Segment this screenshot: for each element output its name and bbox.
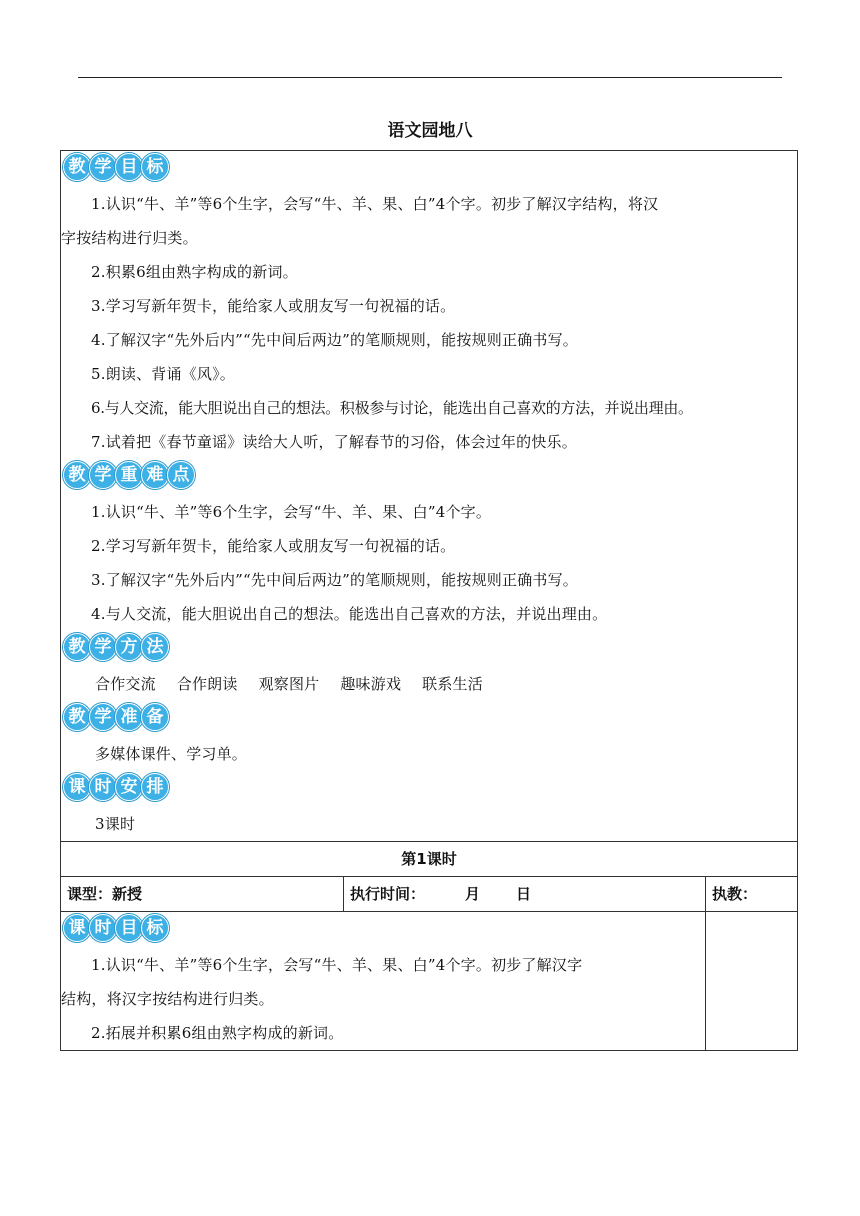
teacher-notes-cell (706, 912, 798, 1051)
session-goal-item: 结构，将汉字按结构进行归类。 (61, 990, 274, 1008)
key-point-item: 4.与人交流，能大胆说出自己的想法。能选出自己喜欢的方法，并说出理由。 (91, 605, 608, 623)
method-item: 趣味游戏 (340, 675, 402, 693)
goal-item: 字按结构进行归类。 (61, 229, 198, 247)
teacher-label: 执教： (706, 877, 798, 912)
section-heading-goals: 教 学 目 标 (63, 153, 797, 181)
goal-item: 6.与人交流，能大胆说出自己的想法。积极参与讨论，能选出自己喜欢的方法，并说出理由。 (91, 399, 693, 417)
method-item: 合作朗读 (176, 675, 238, 693)
execution-time (344, 877, 706, 912)
section-heading-session-goals: 课 时 目 标 (63, 914, 705, 942)
key-point-item: 2.学习写新年贺卡，能给家人或朋友写一句祝福的话。 (91, 537, 456, 555)
preparation-text: 多媒体课件、学习单。 (95, 745, 248, 763)
session-goal-item: 2.拓展并积累6组由熟字构成的新词。 (91, 1024, 344, 1042)
goal-item: 2.积累6组由熟字构成的新词。 (91, 263, 298, 281)
lesson-type: 课型：新授 (61, 877, 344, 912)
goal-item: 1.认识“牛、羊”等6个生字，会写“牛、羊、果、白”4个字。初步了解汉字结构，将汉 (91, 195, 659, 213)
execution-time-label: 执行时间： (350, 885, 426, 903)
goal-item: 4.了解汉字“先外后内”“先中间后两边”的笔顺规则，能按规则正确书写。 (91, 331, 578, 349)
lesson-plan-table (60, 150, 798, 1051)
section-heading-preparation: 教 学 准 备 (63, 703, 797, 731)
goal-item: 5.朗读、背诵《风》。 (91, 365, 236, 383)
day-label: 日 (516, 885, 532, 903)
key-point-item: 1.认识“牛、羊”等6个生字，会写“牛、羊、果、白”4个字。 (91, 503, 492, 521)
session-goals-cell (61, 912, 706, 1051)
page-title: 语文园地八 (387, 121, 473, 141)
goal-item: 3.学习写新年贺卡，能给家人或朋友写一句祝福的话。 (91, 297, 456, 315)
method-item: 联系生活 (422, 675, 483, 693)
session-title: 第1课时 (61, 842, 798, 877)
key-point-item: 3.了解汉字“先外后内”“先中间后两边”的笔顺规则，能按规则正确书写。 (91, 571, 578, 589)
month-label: 月 (465, 885, 481, 903)
overview-cell (61, 151, 798, 842)
goal-item: 7.试着把《春节童谣》读给大人听，了解春节的习俗，体会过年的快乐。 (91, 433, 577, 451)
methods-list (61, 667, 797, 701)
section-heading-key-points: 教 学 重 难 点 (63, 461, 797, 489)
method-item: 合作交流 (95, 675, 156, 693)
session-goal-item: 1.认识“牛、羊”等6个生字，会写“牛、羊、果、白”4个字。初步了解汉字 (91, 956, 583, 974)
section-heading-methods: 教 学 方 法 (63, 633, 797, 661)
section-heading-schedule: 课 时 安 排 (63, 773, 797, 801)
schedule-text: 3课时 (95, 815, 136, 833)
method-item: 观察图片 (258, 675, 320, 693)
header-rule (78, 77, 782, 78)
